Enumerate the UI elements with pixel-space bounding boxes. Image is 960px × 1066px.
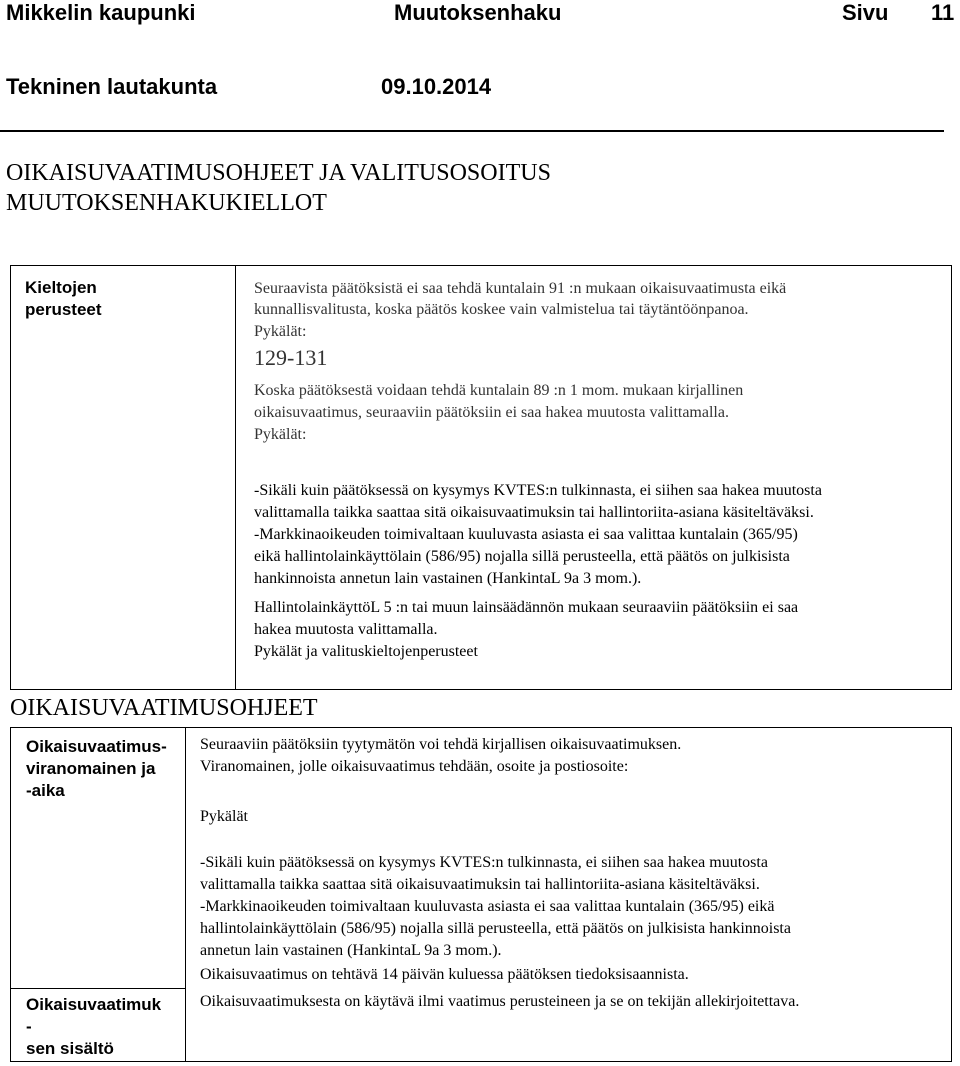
kiellot-text: kunnallisvalitusta, koska päätös koskee vain valmistelua tai täytäntöönpanoa. (254, 301, 749, 318)
page-subtitle: MUUTOKSENHAKUKIELLOT (6, 190, 327, 216)
kiellot-text: Koska päätöksestä voidaan tehdä kuntalain 89 :n 1 mom. mukaan kirjallinen (254, 382, 744, 399)
ohjeet-text: Oikaisuvaatimuksesta on käytävä ilmi vaatimus perusteineen ja se on tekijän allekirjoitettava. (200, 993, 800, 1010)
kiellot-side-label-2: perusteet (25, 300, 102, 319)
pykalat-label: Pykälät (200, 808, 248, 825)
ohjeet-row-divider (10, 988, 186, 989)
ohjeet-text: hallintolainkäyttölain (586/95) nojalla sillä perusteella, että päätös on julkisista hankinnoista (200, 920, 791, 937)
kiellot-text: oikaisuvaatimus, seuraaviin päätöksiin ei saa hakea muutosta valittamalla. (254, 404, 729, 421)
ohjeet-section-title: OIKAISUVAATIMUSOHJEET (10, 695, 318, 721)
page-number: 11 (931, 0, 955, 25)
kiellot-text: hakea muutosta valittamalla. (254, 621, 438, 638)
kiellot-text: Pykälät ja valituskieltojenperusteet (254, 643, 478, 660)
kiellot-divider (235, 265, 236, 689)
kiellot-text: Seuraavista päätöksistä ei saa tehdä kuntalain 91 :n mukaan oikaisuvaatimusta eikä (254, 280, 787, 297)
org-name: Mikkelin kaupunki (6, 0, 196, 25)
meeting-date: 09.10.2014 (381, 74, 492, 99)
kiellot-text: valittamalla taikka saattaa sitä oikaisuvaatimuksin tai hallintoriita-asiana käsiteltäväksi. (254, 504, 814, 521)
kiellot-text: -Markkinaoikeuden toimivaltaan kuuluvasta asiasta ei saa valittaa kuntalain (365/95) (254, 526, 798, 543)
ohjeet-text: -Sikäli kuin päätöksessä on kysymys KVTES:n tulkinnasta, ei siihen saa hakea muutosta (200, 854, 768, 871)
ohjeet-side-label-1: -aika (26, 781, 65, 800)
header-rule (0, 130, 944, 132)
pykalat-label: Pykälät: (254, 323, 307, 340)
board-name: Tekninen lautakunta (6, 74, 218, 99)
kiellot-text: HallintolainkäyttöL 5 :n tai muun lainsäädännön mukaan seuraaviin päätöksiin ei saa (254, 599, 799, 616)
pykalat-label: Pykälät: (254, 426, 307, 443)
kiellot-side-label-1: Kieltojen (25, 278, 97, 297)
kiellot-text: hankinnoista annetun lain vastainen (HankintaL 9a 3 mom.). (254, 570, 642, 587)
ohjeet-text: Oikaisuvaatimus on tehtävä 14 päivän kuluessa päätöksen tiedoksisaannista. (200, 966, 689, 983)
doc-type: Muutoksenhaku (394, 0, 562, 25)
kiellot-text: -Sikäli kuin päätöksessä on kysymys KVTES:n tulkinnasta, ei siihen saa hakea muutosta (254, 482, 822, 499)
ohjeet-text: Viranomainen, jolle oikaisuvaatimus tehdään, osoite ja postiosoite: (200, 758, 629, 775)
ohjeet-side-label-2: sen sisältö (26, 1039, 114, 1058)
ohjeet-divider (185, 727, 186, 1061)
kiellot-table (10, 265, 952, 690)
ohjeet-side-label-2: Oikaisuvaatimuk (26, 995, 162, 1014)
ohjeet-text: Seuraaviin päätöksiin tyytymätön voi tehdä kirjallisen oikaisuvaatimuksen. (200, 736, 682, 753)
ohjeet-side-label-1: viranomainen ja (26, 759, 156, 778)
page-label: Sivu (842, 0, 889, 25)
pykalat-value: 129-131 (254, 345, 328, 370)
kiellot-text: eikä hallintolainkäyttölain (586/95) nojalla sillä perusteella, että päätös on julkisista (254, 548, 790, 565)
ohjeet-side-label-1: Oikaisuvaatimus- (26, 737, 167, 756)
ohjeet-text: annetun lain vastainen (HankintaL 9a 3 mom.). (200, 942, 502, 959)
ohjeet-text: -Markkinaoikeuden toimivaltaan kuuluvasta asiasta ei saa valittaa kuntalain (365/95) eikä (200, 898, 775, 915)
ohjeet-side-label-2: - (26, 1017, 32, 1036)
ohjeet-text: valittamalla taikka saattaa sitä oikaisuvaatimuksin tai hallintoriita-asiana käsiteltäväksi. (200, 876, 760, 893)
page-title: OIKAISUVAATIMUSOHJEET JA VALITUSOSOITUS (6, 160, 551, 186)
